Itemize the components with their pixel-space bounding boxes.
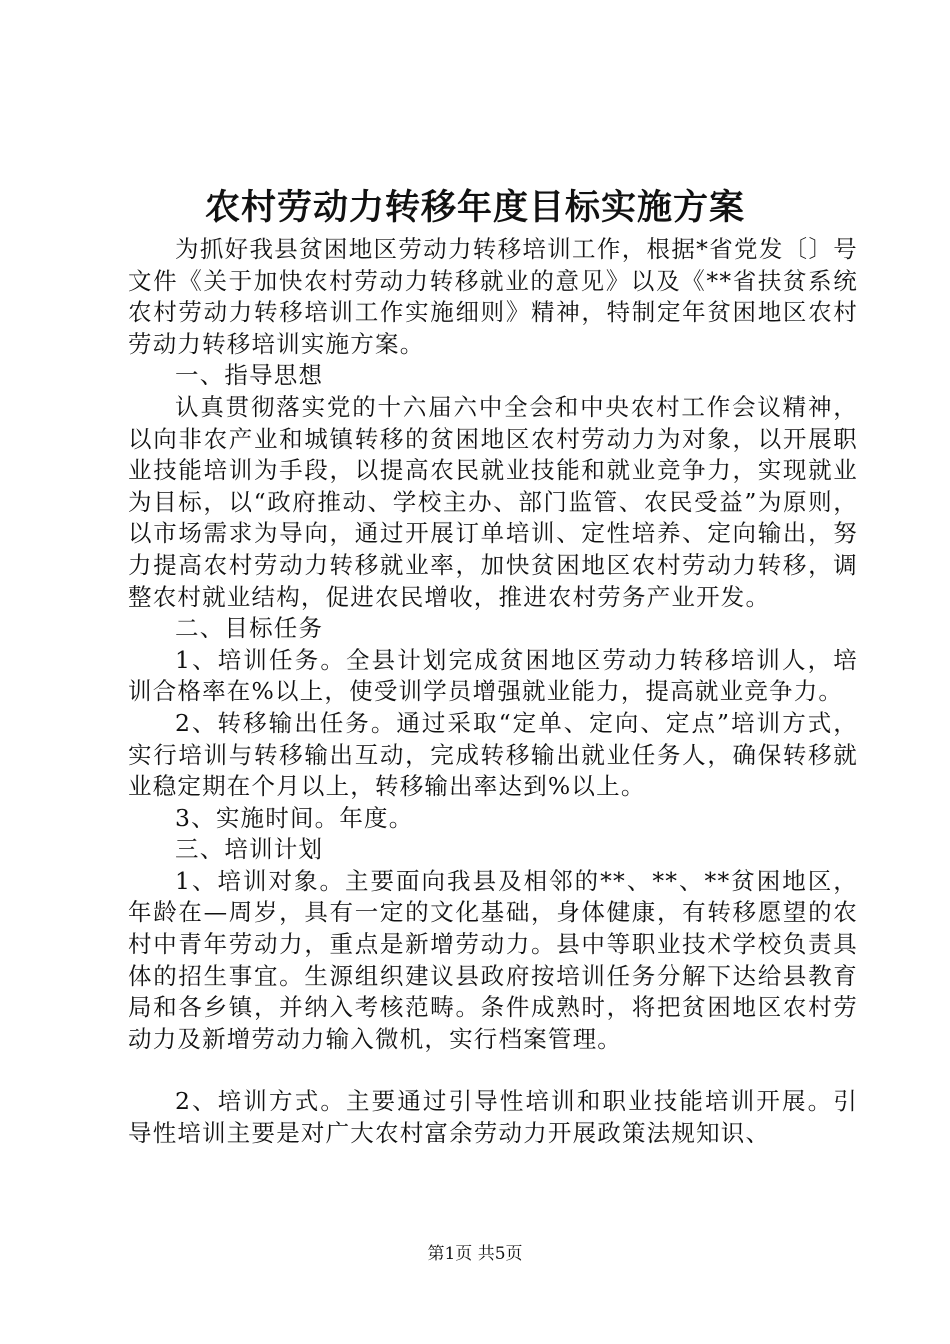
intro-paragraph: 为抓好我县贫困地区劳动力转移培训工作，根据*省党发〔〕号文件《关于加快农村劳动力转移就业的意见》以及《**省扶贫系统农村劳动力转移培训工作实施细则》精神，特制定年贫困地区农村劳动力转移培训实施方案。	[128, 235, 858, 358]
page-number-footer: 第1页 共5页	[427, 1244, 523, 1264]
document-title: 农村劳动力转移年度目标实施方案	[204, 187, 745, 228]
implementation-time-paragraph: 3、实施时间。年度。	[175, 803, 414, 832]
section-heading-training-plan: 三、培训计划	[175, 835, 324, 864]
section-heading-guiding-ideology: 一、指导思想	[175, 361, 324, 390]
section-heading-goals: 二、目标任务	[175, 614, 324, 643]
training-target-paragraph: 1、培训对象。主要面向我县及相邻的**、**、**贫困地区，年龄在—周岁，具有一定的文化基础，身体健康，有转移愿望的农村中青年劳动力，重点是新增劳动力。县中等职业技术学校负责具体的招生事宜。生源组织建议县政府按培训任务分解下达给县教育局和各乡镇，并纳入考核范畴。条件成熟时，将把贫困地区农村劳动力及新增劳动力输入微机，实行档案管理。	[128, 866, 858, 1053]
guiding-ideology-paragraph: 认真贯彻落实党的十六届六中全会和中央农村工作会议精神，以向非农产业和城镇转移的贫困地区农村劳动力为对象，以开展职业技能培训为手段，以提高农民就业技能和就业竞争力，实现就业为目标，以“政府推动、学校主办、部门监管、农民受益”为原则，以市场需求为导向，通过开展订单培训、定性培养、定向输出，努力提高农村劳动力转移就业率，加快贫困地区农村劳动力转移，调整农村就业结构，促进农民增收，推进农村劳务产业开发。	[128, 392, 858, 611]
training-method-paragraph: 2、培训方式。主要通过引导性培训和职业技能培训开展。引导性培训主要是对广大农村富余劳动力开展政策法规知识、	[128, 1087, 858, 1148]
transfer-task-paragraph: 2、转移输出任务。通过采取“定单、定向、定点”培训方式，实行培训与转移输出互动，完成转移输出就业任务人，确保转移就业稳定期在个月以上，转移输出率达到%以上。	[128, 708, 858, 801]
document-body	[128, 234, 858, 1150]
training-task-paragraph: 1、培训任务。全县计划完成贫困地区劳动力转移培训人，培训合格率在%以上，使受训学员增强就业能力，提高就业竞争力。	[128, 645, 858, 706]
